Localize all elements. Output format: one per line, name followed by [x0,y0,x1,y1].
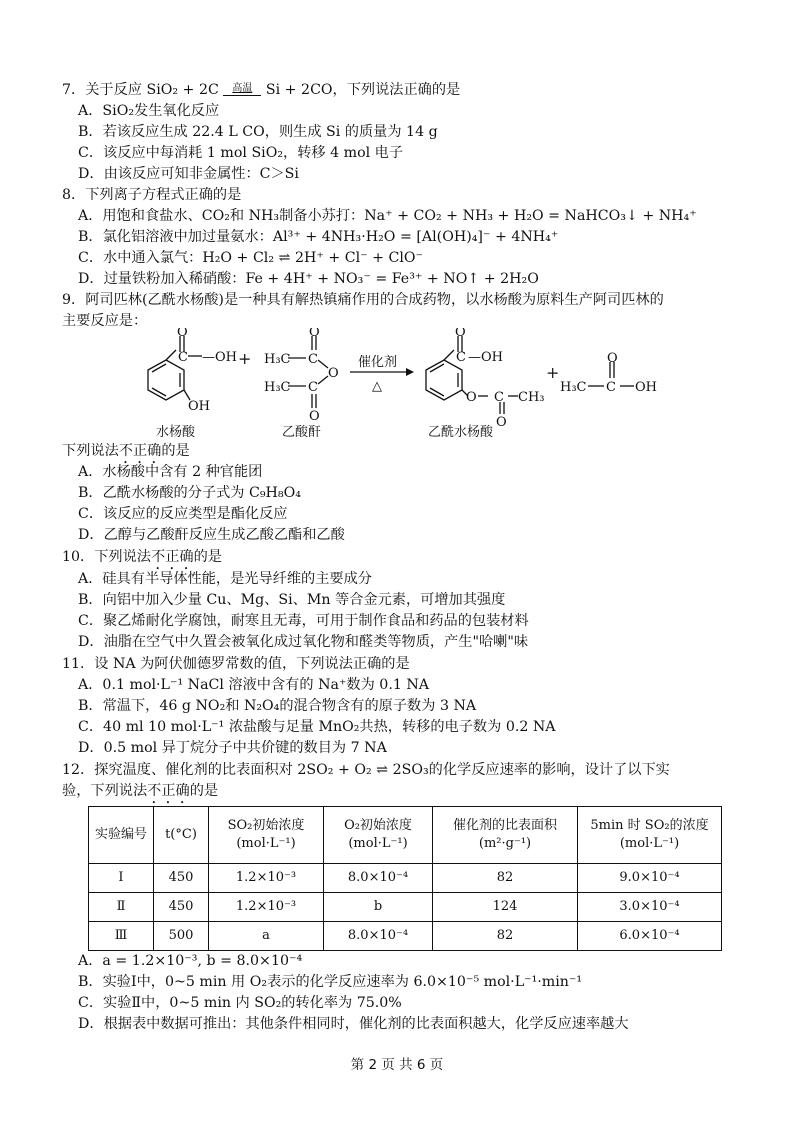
q9-stem-line1: 9．阿司匹林(乙酰水杨酸)是一种具有解热镇痛作用的合成药物，以水杨酸为原料生产阿司匹林的 [62,292,664,308]
table-row [89,893,722,922]
q10-option-b: B．向铝中加入少量 Cu、Mg、Si、Mn 等合金元素，可增加其强度 [78,592,506,608]
table-cell: 8.0×10⁻⁴ [324,922,433,951]
svg-text:OH: OH [635,380,657,395]
q11-option-b: B．常温下，46 g NO₂和 N₂O₄的混合物含有的原子数为 3 NA [78,698,477,714]
svg-text:OH: OH [188,399,210,414]
page-number: 第 2 页 共 6 页 [350,1057,444,1073]
table-cell: 450 [154,864,209,893]
svg-text:C: C [308,352,318,367]
q7-condition: 高温 [232,83,253,94]
q9-ask-pre: 下列说法 [62,443,119,459]
q8-option-b: B．氯化铝溶液中加过量氨水：Al³⁺ + 4NH₃·H₂O = [Al(OH)₄]⁻ + 4NH₄⁺ [78,229,559,245]
table-cell: 500 [154,922,209,951]
q11-option-c: C．40 ml 10 mol·L⁻¹ 浓盐酸与足量 MnO₂共热，转移的电子数为 0.2 NA [78,719,556,735]
q10-stem-emphasis: 不正确 [151,549,194,565]
svg-text:C: C [494,390,504,405]
table-cell: 6.0×10⁻⁴ [578,922,722,951]
table-cell: 82 [433,922,578,951]
q7-option-d: D．由该反应可知非金属性：C＞Si [78,166,299,182]
svg-text:O: O [309,328,320,340]
svg-text:O: O [607,351,618,366]
q12-stem-line2 [62,781,218,807]
experiment-table [88,806,722,951]
q10-stem-post: 的是 [193,549,222,565]
table-row [89,922,722,951]
q7-stem [62,80,460,100]
q8-option-a: A．用饱和食盐水、CO₂和 NH₃制备小苏打：Na⁺ + CO₂ + NH₃ + H₂O = NaHCO₃↓ + NH₄⁺ [78,208,697,224]
table-header-cell: t(°C) [154,807,209,864]
q12-option-d: D．根据表中数据可推出：其他条件相同时，催化剂的比表面积越大，化学反应速率越大 [78,1016,629,1032]
q11-option-d: D．0.5 mol 异丁烷分子中共价键的数目为 7 NA [78,740,387,756]
svg-text:C: C [456,350,466,365]
plus-sign: + [546,363,560,382]
q12-stem-line1: 12．探究温度、催化剂的比表面积对 2SO₂ + O₂ ⇌ 2SO₃的化学反应速率的影响，设计了以下实 [62,762,670,778]
q8-stem: 8．下列离子方程式正确的是 [62,187,242,203]
q9-option-a: A．水杨酸中含有 2 种官能团 [78,464,263,480]
q9-stem-line2: 主要反应是： [62,313,148,329]
q8-option-c: C．水中通入氯气：H₂O + Cl₂ ⇌ 2H⁺ + Cl⁻ + ClO⁻ [78,250,424,266]
svg-text:O: O [177,328,188,340]
q10-option-c: C．聚乙烯耐化学腐蚀，耐寒且无毒，可用于制作食品和药品的包装材料 [78,613,529,629]
svg-text:O: O [328,366,339,381]
q11-option-a: A．0.1 mol·L⁻¹ NaCl 溶液中含有的 Na⁺数为 0.1 NA [78,677,430,693]
table-cell: 8.0×10⁻⁴ [324,864,433,893]
table-cell: 82 [433,864,578,893]
table-header-cell: 5min 时 SO₂的浓度 (mol·L⁻¹) [578,807,722,864]
table-header-cell: O₂初始浓度 (mol·L⁻¹) [324,807,433,864]
q7-option-a: A．SiO₂发生氧化反应 [78,103,220,119]
q7-condition-arrow [223,84,261,96]
table-cell: 3.0×10⁻⁴ [578,893,722,922]
q12-stem-post: 的是 [189,783,219,799]
q7-option-c: C．该反应中每消耗 1 mol SiO₂，转移 4 mol 电子 [78,145,404,161]
table-row [89,864,722,893]
table-cell: a [209,922,324,951]
table-header-cell: SO₂初始浓度 (mol·L⁻¹) [209,807,324,864]
svg-text:CH₃: CH₃ [518,390,545,405]
q7-option-b: B．若该反应生成 22.4 L CO，则生成 Si 的质量为 14 g [78,124,438,140]
table-cell: 450 [154,893,209,922]
q9-ask-emphasis: 不正确 [118,443,162,459]
q12-stem-pre: 验，下列说法 [62,783,148,799]
svg-text:C: C [308,380,318,395]
svg-text:C: C [606,380,616,395]
q12-stem-emphasis: 不正确 [147,783,190,799]
q8-option-d: D．过量铁粉加入稀硝酸：Fe + 4H⁺ + NO₃⁻ = Fe³⁺ + NO↑ + 2H₂O [78,271,539,287]
svg-text:O: O [455,328,466,340]
q7-stem-post: Si + 2CO，下列说法正确的是 [265,82,461,98]
table-header-cell: 催化剂的比表面积 (m²·g⁻¹) [433,807,578,864]
q12-option-a: A．a = 1.2×10⁻³, b = 8.0×10⁻⁴ [78,953,303,969]
svg-text:O: O [309,409,320,424]
table-cell: 124 [433,893,578,922]
aspirin-name: 乙酰水杨酸 [428,425,494,440]
q10-option-d: D．油脂在空气中久置会被氧化成过氧化物和醛类等物质，产生"哈喇"味 [78,634,529,650]
table-cell: 1.2×10⁻³ [209,864,324,893]
table-cell: 1.2×10⁻³ [209,893,324,922]
heat-symbol: △ [372,379,382,394]
q11-stem: 11．设 NA 为阿伏伽德罗常数的值，下列说法正确的是 [62,656,410,672]
acetic-anhydride-structure [288,336,328,408]
table-header-row [89,807,722,864]
q10-stem-pre: 10．下列说法 [62,549,151,565]
svg-text:O: O [466,390,477,405]
svg-text:+: + [238,349,252,368]
q7-stem-pre: 7．关于反应 SiO₂ + 2C [62,82,219,98]
q12-option-b: B．实验Ⅰ中，0~5 min 用 O₂表示的化学反应速率为 6.0×10⁻⁵ mol·L⁻¹·min⁻¹ [78,974,583,990]
q10-option-a: A．硅具有半导体性能，是光导纤维的主要成分 [78,571,372,587]
reaction-svg [110,328,710,440]
svg-text:H₃C: H₃C [560,380,587,395]
salicylic-acid-name: 水杨酸 [156,425,196,440]
table-cell: Ⅱ [89,893,154,922]
salicylic-acid-structure [148,336,202,400]
svg-text:—OH: —OH [468,350,503,365]
table-cell: Ⅲ [89,922,154,951]
acetic-anhydride-name: 乙酸酐 [282,425,322,440]
q9-option-c: C．该反应的反应类型是酯化反应 [78,506,288,522]
table-cell: 9.0×10⁻⁴ [578,864,722,893]
svg-text:H₃C: H₃C [264,352,291,367]
q9-ask-post: 的是 [161,443,190,459]
table-cell: b [324,893,433,922]
q9-option-d: D．乙醇与乙酸酐反应生成乙酸乙酯和乙酸 [78,527,345,543]
q9-option-b: B．乙酰水杨酸的分子式为 C₉H₈O₄ [78,485,301,501]
svg-text:H₃C: H₃C [264,380,291,395]
aspirin-reaction-scheme [110,328,710,440]
svg-text:C: C [178,350,188,365]
svg-text:O: O [496,415,507,430]
table-header-cell: 实验编号 [89,807,154,864]
table-cell: Ⅰ [89,864,154,893]
q12-option-c: C．实验Ⅱ中，0~5 min 内 SO₂的转化率为 75.0% [78,995,402,1011]
svg-text:—OH: —OH [202,350,237,365]
catalyst-label: 催化剂 [358,355,398,370]
